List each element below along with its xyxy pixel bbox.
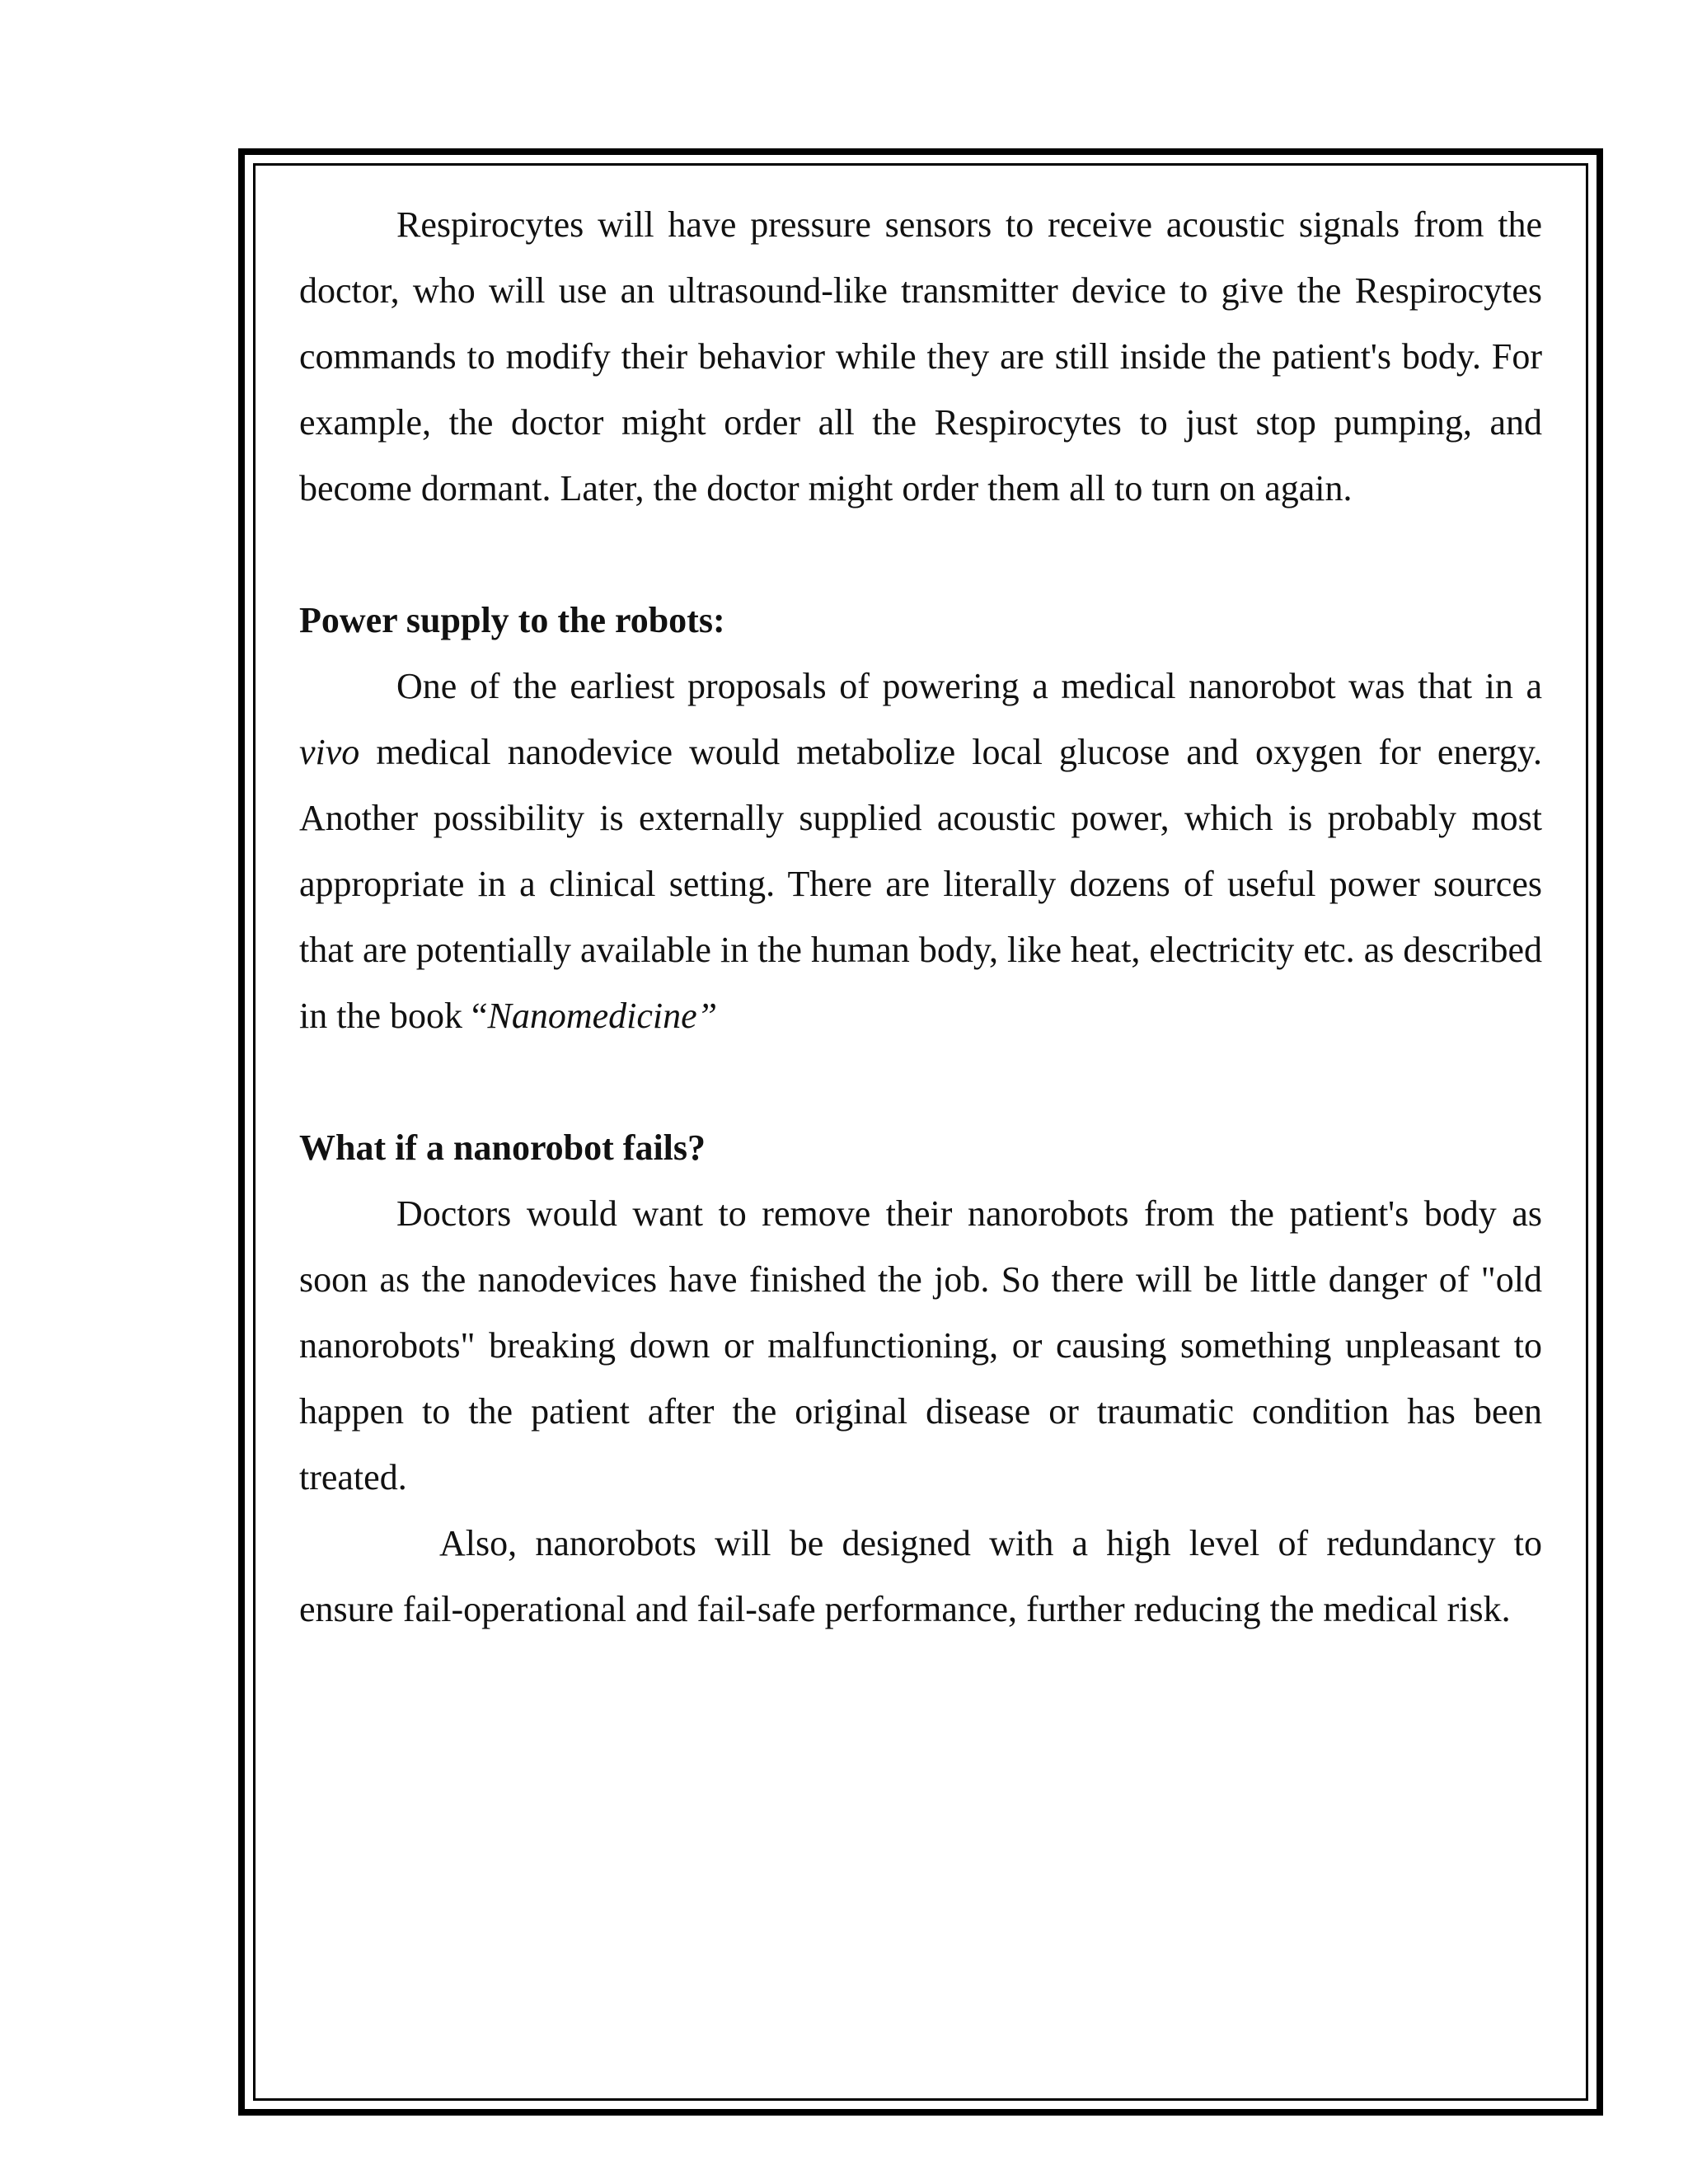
- italic-vivo: vivo: [299, 732, 360, 772]
- italic-book-title: Nanomedicine”: [487, 996, 718, 1036]
- power-supply-text-intro: One of the earliest proposals of powering a medical nanorobot was that in a: [396, 666, 1542, 706]
- respirocytes-paragraph: Respirocytes will have pressure sensors to receive acoustic signals from the doctor, who will use an ultrasound-like transmitter device to give the Respirocytes commands to modify their behavior while they are still inside the patient's body. For example, the doctor might order all the Respirocytes to just stop pumping, and become dormant. Later, the doctor might order them all to turn on again.: [299, 204, 1542, 509]
- document-body: [299, 192, 1542, 1643]
- power-supply-paragraph: [299, 654, 1542, 1049]
- nanorobot-fails-heading: What if a nanorobot fails?: [299, 1127, 706, 1168]
- power-supply-heading: Power supply to the robots:: [299, 600, 725, 640]
- redundancy-paragraph: Also, nanorobots will be designed with a high level of redundancy to ensure fail-operational and fail-safe performance, further reducing the medical risk.: [299, 1523, 1542, 1629]
- section-spacer: [299, 1049, 1542, 1115]
- nanorobot-removal-paragraph: Doctors would want to remove their nanorobots from the patient's body as soon as the nanodevices have finished the job. So there will be little danger of "old nanorobots" breaking down or malfunctioning, or causing something unpleasant to happen to the patient after the original disease or traumatic condition has been treated.: [299, 1193, 1542, 1497]
- section-spacer: [299, 522, 1542, 588]
- power-supply-text-body: medical nanodevice would metabolize local glucose and oxygen for energy. Another possibility is externally supplied acoustic power, which is probably most appropriate in a clinical setting. There are literally dozens of useful power sources that are potentially available in the human body, like heat, electricity etc. as described in the book “: [299, 732, 1542, 1036]
